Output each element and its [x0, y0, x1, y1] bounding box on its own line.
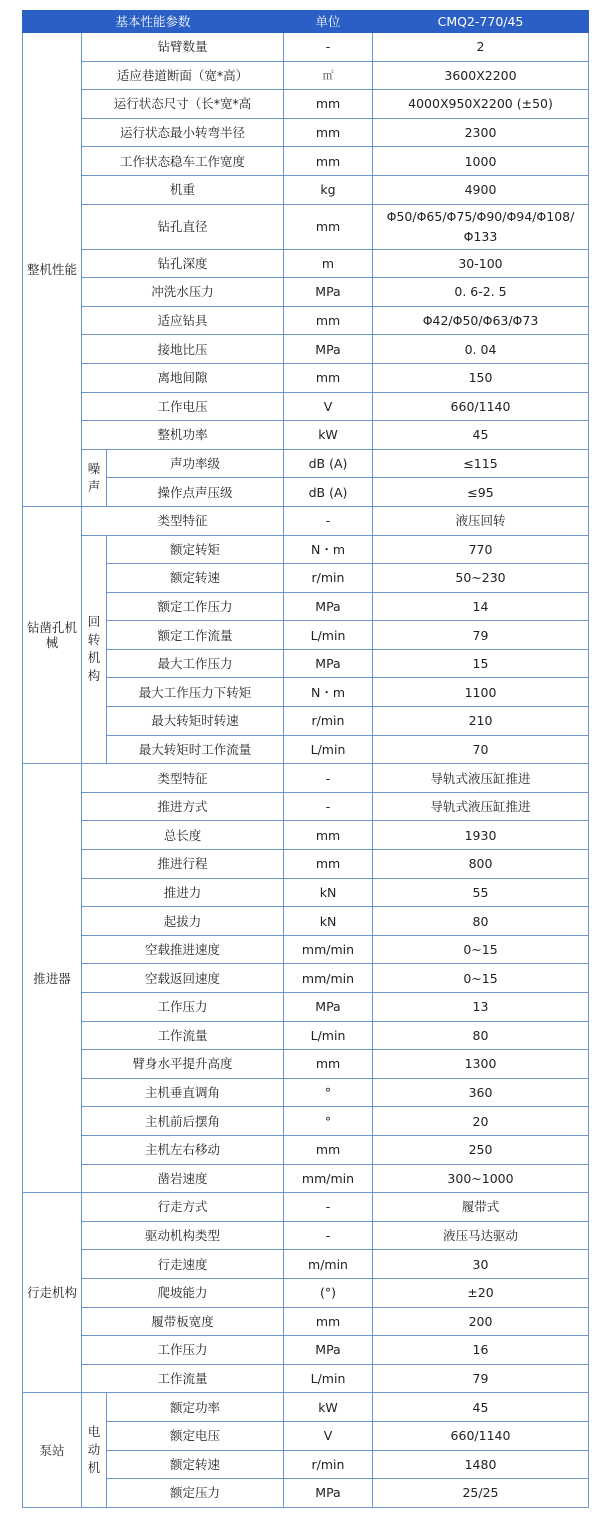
param-value: 20: [373, 1107, 589, 1136]
param-unit: L/min: [284, 735, 373, 764]
param-unit: °: [284, 1078, 373, 1107]
param-value: 300~1000: [373, 1164, 589, 1193]
table-row: [23, 1078, 589, 1107]
param-value: 30: [373, 1250, 589, 1279]
table-row: [23, 764, 589, 793]
param-name: 工作流量: [82, 1021, 284, 1050]
param-unit: kW: [284, 421, 373, 450]
table-row: [23, 1250, 589, 1279]
param-unit: kW: [284, 1393, 373, 1422]
param-name: 离地间隙: [82, 363, 284, 392]
param-value: 履带式: [373, 1193, 589, 1222]
param-name: 额定转速: [107, 1450, 284, 1479]
table-row: [23, 306, 589, 335]
param-name: 工作流量: [82, 1364, 284, 1393]
param-value: 660/1140: [373, 1421, 589, 1450]
param-unit: L/min: [284, 1364, 373, 1393]
param-name: 工作压力: [82, 993, 284, 1022]
param-name: 行走方式: [82, 1193, 284, 1222]
spec-table: [22, 10, 589, 1508]
header-row: [23, 11, 589, 33]
param-unit: kN: [284, 907, 373, 936]
subgroup-label-char: 转: [87, 632, 101, 648]
param-value: 2300: [373, 118, 589, 147]
table-row: [23, 249, 589, 278]
param-value: ±20: [373, 1278, 589, 1307]
param-value: 79: [373, 621, 589, 650]
table-row: [23, 118, 589, 147]
subgroup-label-char: 机: [87, 650, 101, 666]
param-unit: r/min: [284, 564, 373, 593]
param-name: 运行状态最小转弯半径: [82, 118, 284, 147]
param-value: ≤115: [373, 449, 589, 478]
subgroup-label: [82, 1393, 107, 1507]
param-value: 导轨式液压缸推进: [373, 764, 589, 793]
param-unit: -: [284, 33, 373, 62]
param-unit: -: [284, 1193, 373, 1222]
param-unit: MPa: [284, 1336, 373, 1365]
table-row: [23, 363, 589, 392]
param-value: 210: [373, 707, 589, 736]
table-row: [23, 649, 589, 678]
header-unit: 单位: [284, 11, 373, 33]
group-label: 行走机构: [23, 1193, 82, 1393]
table-row: [23, 621, 589, 650]
param-value: 0~15: [373, 964, 589, 993]
param-name: 适应钻具: [82, 306, 284, 335]
param-unit: mm: [284, 90, 373, 119]
param-unit: mm: [284, 306, 373, 335]
subgroup-label: [82, 449, 107, 506]
table-row: [23, 1479, 589, 1508]
param-value: 1100: [373, 678, 589, 707]
header-param: 基本性能参数: [23, 11, 284, 33]
param-name: 机重: [82, 175, 284, 204]
table-row: [23, 175, 589, 204]
param-value: 80: [373, 907, 589, 936]
param-unit: m/min: [284, 1250, 373, 1279]
table-row: [23, 878, 589, 907]
param-value: 0. 6-2. 5: [373, 278, 589, 307]
table-row: [23, 993, 589, 1022]
param-value: 660/1140: [373, 392, 589, 421]
param-name: 最大转矩时工作流量: [107, 735, 284, 764]
param-name: 起拔力: [82, 907, 284, 936]
param-name: 声功率级: [107, 449, 284, 478]
param-value: 15: [373, 649, 589, 678]
table-row: [23, 392, 589, 421]
table-row: [23, 421, 589, 450]
table-row: [23, 478, 589, 507]
param-name: 类型特征: [82, 506, 284, 535]
param-unit: L/min: [284, 1021, 373, 1050]
table-row: [23, 1364, 589, 1393]
table-row: [23, 1193, 589, 1222]
param-unit: MPa: [284, 335, 373, 364]
param-unit: -: [284, 764, 373, 793]
param-name: 空载推进速度: [82, 935, 284, 964]
group-label: 泵站: [23, 1393, 82, 1507]
table-row: [23, 678, 589, 707]
param-name: 工作压力: [82, 1336, 284, 1365]
param-value: 1480: [373, 1450, 589, 1479]
param-name: 凿岩速度: [82, 1164, 284, 1193]
param-unit: MPa: [284, 592, 373, 621]
param-value: ≤95: [373, 478, 589, 507]
param-value: 50~230: [373, 564, 589, 593]
group-label: 整机性能: [23, 33, 82, 507]
param-name: 行走速度: [82, 1250, 284, 1279]
subgroup-label-char: 声: [87, 478, 101, 494]
subgroup-label-char: 电: [87, 1424, 101, 1439]
subgroup-label-char: 构: [87, 668, 101, 684]
param-name: 钻孔直径: [82, 204, 284, 249]
param-value: 79: [373, 1364, 589, 1393]
table-row: [23, 1336, 589, 1365]
param-unit: kg: [284, 175, 373, 204]
table-row: [23, 850, 589, 879]
subgroup-label-char: 回: [87, 614, 101, 630]
param-unit: ㎡: [284, 61, 373, 90]
param-unit: r/min: [284, 707, 373, 736]
group-label: 钻凿孔机械: [23, 506, 82, 763]
param-unit: mm: [284, 363, 373, 392]
param-name: 钻孔深度: [82, 249, 284, 278]
param-value: Φ50/Φ65/Φ75/Φ90/Φ94/Φ108/Φ133: [373, 204, 589, 249]
param-unit: mm: [284, 204, 373, 249]
param-name: 推进力: [82, 878, 284, 907]
param-value: 2: [373, 33, 589, 62]
param-unit: V: [284, 392, 373, 421]
param-unit: mm/min: [284, 935, 373, 964]
param-name: 接地比压: [82, 335, 284, 364]
param-unit: MPa: [284, 278, 373, 307]
table-row: [23, 592, 589, 621]
param-name: 推进方式: [82, 792, 284, 821]
param-name: 总长度: [82, 821, 284, 850]
table-row: [23, 1278, 589, 1307]
param-name: 额定工作压力: [107, 592, 284, 621]
param-unit: mm: [284, 147, 373, 176]
param-value: 3600X2200: [373, 61, 589, 90]
param-name: 额定转速: [107, 564, 284, 593]
param-value: 360: [373, 1078, 589, 1107]
table-row: [23, 1021, 589, 1050]
param-unit: mm: [284, 850, 373, 879]
param-unit: dB (A): [284, 449, 373, 478]
param-value: 770: [373, 535, 589, 564]
param-name: 适应巷道断面（宽*高）: [82, 61, 284, 90]
spec-table-body: [23, 33, 589, 1508]
param-name: 工作电压: [82, 392, 284, 421]
param-unit: MPa: [284, 993, 373, 1022]
table-row: [23, 564, 589, 593]
table-row: [23, 964, 589, 993]
table-row: [23, 1450, 589, 1479]
param-name: 履带板宽度: [82, 1307, 284, 1336]
param-value: 30-100: [373, 249, 589, 278]
subgroup-label-char: 动: [87, 1442, 101, 1457]
table-row: [23, 707, 589, 736]
table-row: [23, 1421, 589, 1450]
param-name: 类型特征: [82, 764, 284, 793]
param-value: 55: [373, 878, 589, 907]
table-row: [23, 1050, 589, 1079]
param-unit: mm/min: [284, 1164, 373, 1193]
param-value: 16: [373, 1336, 589, 1365]
param-unit: mm/min: [284, 964, 373, 993]
param-value: 45: [373, 421, 589, 450]
param-value: 1300: [373, 1050, 589, 1079]
param-value: 1930: [373, 821, 589, 850]
param-value: 14: [373, 592, 589, 621]
param-name: 爬坡能力: [82, 1278, 284, 1307]
param-value: 150: [373, 363, 589, 392]
param-name: 额定功率: [107, 1393, 284, 1422]
param-unit: -: [284, 1221, 373, 1250]
header-model: CMQ2-770/45: [373, 11, 589, 33]
table-row: [23, 1164, 589, 1193]
param-value: 45: [373, 1393, 589, 1422]
param-value: 0. 04: [373, 335, 589, 364]
table-row: [23, 735, 589, 764]
param-name: 臂身水平提升高度: [82, 1050, 284, 1079]
table-row: [23, 792, 589, 821]
param-name: 额定工作流量: [107, 621, 284, 650]
param-value: 导轨式液压缸推进: [373, 792, 589, 821]
param-name: 主机左右移动: [82, 1135, 284, 1164]
param-name: 钻臂数量: [82, 33, 284, 62]
subgroup-label-char: 噪: [87, 460, 101, 476]
param-unit: m: [284, 249, 373, 278]
table-row: [23, 506, 589, 535]
param-name: 额定电压: [107, 1421, 284, 1450]
param-name: 推进行程: [82, 850, 284, 879]
param-value: 0~15: [373, 935, 589, 964]
param-name: 额定压力: [107, 1479, 284, 1508]
table-row: [23, 147, 589, 176]
param-value: 250: [373, 1135, 589, 1164]
param-unit: mm: [284, 1135, 373, 1164]
param-name: 驱动机构类型: [82, 1221, 284, 1250]
param-unit: N・m: [284, 678, 373, 707]
param-value: 13: [373, 993, 589, 1022]
param-value: 80: [373, 1021, 589, 1050]
param-name: 空载返回速度: [82, 964, 284, 993]
table-row: [23, 90, 589, 119]
param-unit: -: [284, 506, 373, 535]
param-name: 运行状态尺寸（长*宽*高: [82, 90, 284, 119]
param-name: 主机垂直调角: [82, 1078, 284, 1107]
param-unit: L/min: [284, 621, 373, 650]
param-name: 工作状态稳车工作宽度: [82, 147, 284, 176]
table-row: [23, 33, 589, 62]
table-row: [23, 61, 589, 90]
param-name: 操作点声压级: [107, 478, 284, 507]
table-row: [23, 535, 589, 564]
table-row: [23, 935, 589, 964]
param-unit: mm: [284, 1307, 373, 1336]
param-value: 25/25: [373, 1479, 589, 1508]
param-unit: MPa: [284, 1479, 373, 1508]
subgroup-label: [82, 535, 107, 764]
param-value: 800: [373, 850, 589, 879]
table-row: [23, 1221, 589, 1250]
subgroup-label-char: 机: [87, 1460, 101, 1475]
param-name: 最大工作压力下转矩: [107, 678, 284, 707]
param-value: 1000: [373, 147, 589, 176]
table-row: [23, 821, 589, 850]
param-value: 200: [373, 1307, 589, 1336]
table-row: [23, 907, 589, 936]
param-value: 4900: [373, 175, 589, 204]
param-name: 额定转矩: [107, 535, 284, 564]
param-unit: mm: [284, 1050, 373, 1079]
param-value: 液压马达驱动: [373, 1221, 589, 1250]
param-unit: (°): [284, 1278, 373, 1307]
param-name: 最大工作压力: [107, 649, 284, 678]
table-row: [23, 449, 589, 478]
param-name: 整机功率: [82, 421, 284, 450]
table-row: [23, 1107, 589, 1136]
table-row: [23, 335, 589, 364]
param-unit: V: [284, 1421, 373, 1450]
param-value: 70: [373, 735, 589, 764]
table-row: [23, 204, 589, 249]
param-name: 最大转矩时转速: [107, 707, 284, 736]
table-row: [23, 1307, 589, 1336]
group-label: 推进器: [23, 764, 82, 1193]
param-value: 4000X950X2200 (±50): [373, 90, 589, 119]
param-unit: mm: [284, 118, 373, 147]
table-row: [23, 1135, 589, 1164]
param-unit: r/min: [284, 1450, 373, 1479]
param-unit: MPa: [284, 649, 373, 678]
param-value: 液压回转: [373, 506, 589, 535]
param-unit: mm: [284, 821, 373, 850]
table-row: [23, 278, 589, 307]
param-unit: °: [284, 1107, 373, 1136]
param-unit: -: [284, 792, 373, 821]
param-value: Φ42/Φ50/Φ63/Φ73: [373, 306, 589, 335]
param-name: 主机前后摆角: [82, 1107, 284, 1136]
param-name: 冲洗水压力: [82, 278, 284, 307]
param-unit: dB (A): [284, 478, 373, 507]
table-row: [23, 1393, 589, 1422]
param-unit: N・m: [284, 535, 373, 564]
param-unit: kN: [284, 878, 373, 907]
